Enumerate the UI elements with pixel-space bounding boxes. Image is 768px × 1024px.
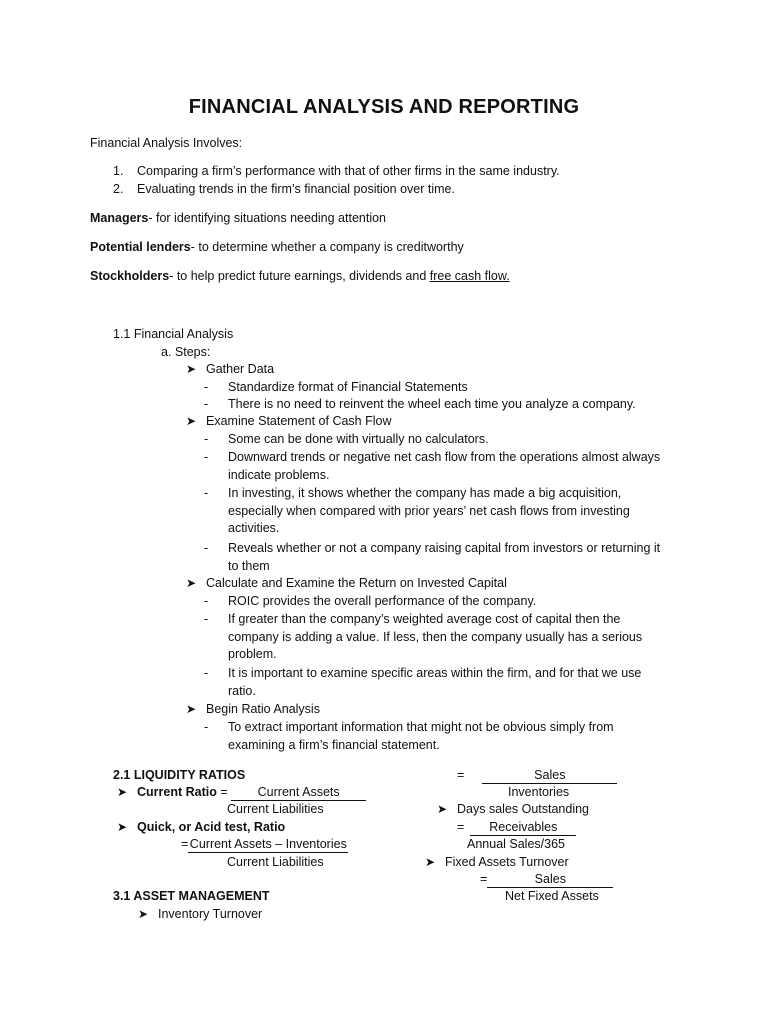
- section-subheading: a. Steps:: [161, 345, 211, 359]
- step-item: ➤ Begin Ratio Analysis: [186, 701, 320, 719]
- bullet-item: - Reveals whether or not a company raising capital from investors or returning it to them: [204, 541, 661, 573]
- page-title: FINANCIAL ANALYSIS AND REPORTING: [188, 96, 580, 118]
- bullet-item: - ROIC provides the overall performance of the company.: [204, 594, 537, 608]
- arrow-bullet-icon: ➤: [186, 414, 197, 428]
- section-heading: 1.1 Financial Analysis: [113, 327, 234, 341]
- step-item: ➤ Examine Statement of Cash Flow: [186, 413, 392, 431]
- stockholders-line: Stockholders- to help predict future earnings, dividends and free cash flow.: [90, 269, 510, 283]
- fixed-assets-turnover-denominator: Net Fixed Assets: [505, 889, 599, 903]
- arrow-bullet-icon: ➤: [186, 576, 197, 590]
- managers-line: Managers- for identifying situations needing attention: [90, 211, 387, 225]
- bullet-item: - There is no need to reinvent the wheel each time you analyze a company.: [204, 397, 636, 411]
- lenders-line: Potential lenders- to determine whether a company is creditworthy: [90, 240, 464, 254]
- dso-denominator: Annual Sales/365: [467, 837, 565, 851]
- intro-text: Financial Analysis Involves:: [90, 136, 243, 150]
- inventory-turnover-denominator: Inventories: [508, 785, 570, 799]
- arrow-bullet-icon: ➤: [117, 820, 128, 834]
- step-item: ➤ Gather Data: [186, 361, 274, 379]
- inventory-turnover-line: ➤ Inventory Turnover: [138, 906, 262, 924]
- quick-ratio-denominator: Current Liabilities: [227, 855, 324, 869]
- asset-management-heading: 3.1 ASSET MANAGEMENT: [113, 889, 270, 903]
- arrow-bullet-icon: ➤: [138, 907, 149, 921]
- dso-formula: = Receivables: [457, 819, 576, 837]
- arrow-bullet-icon: ➤: [437, 802, 448, 816]
- bullet-item: - If greater than the company’s weighted average cost of capital then the company is adding a value. If less, then the company usually has a serious problem.: [204, 612, 643, 661]
- arrow-bullet-icon: ➤: [186, 362, 197, 376]
- dso-line: ➤ Days sales Outstanding: [437, 801, 589, 819]
- bullet-item: - To extract important information that might not be obvious simply from examining a firm’s financial statement.: [204, 720, 614, 752]
- quick-ratio-line: ➤ Quick, or Acid test, Ratio: [117, 819, 285, 837]
- current-ratio-line: ➤ Current Ratio = Current Assets: [117, 784, 366, 802]
- bullet-item: - Some can be done with virtually no calculators.: [204, 432, 489, 446]
- arrow-bullet-icon: ➤: [117, 785, 128, 799]
- inventory-turnover-formula: = Sales: [457, 767, 617, 785]
- step-item: ➤ Calculate and Examine the Return on Invested Capital: [186, 575, 507, 593]
- bullet-item: - In investing, it shows whether the company has made a big acquisition, especially when compared with prior years’ net cash flows from investing activities.: [204, 486, 630, 535]
- list-item: 1. Comparing a firm’s performance with that of other firms in the same industry.: [113, 164, 560, 178]
- fixed-assets-turnover-line: ➤ Fixed Assets Turnover: [425, 854, 569, 872]
- liquidity-heading: 2.1 LIQUIDITY RATIOS: [113, 768, 246, 782]
- arrow-bullet-icon: ➤: [186, 702, 197, 716]
- bullet-item: - Standardize format of Financial Statements: [204, 380, 468, 394]
- current-ratio-denominator: Current Liabilities: [227, 802, 324, 816]
- free-cash-flow-link: free cash flow.: [429, 269, 510, 283]
- quick-ratio-numerator: =Current Assets – Inventories: [181, 837, 347, 851]
- arrow-bullet-icon: ➤: [425, 855, 436, 869]
- bullet-item: - Downward trends or negative net cash flow from the operations almost always indicate problems.: [204, 450, 661, 482]
- fixed-assets-turnover-formula: = Sales: [480, 871, 613, 889]
- list-item: 2. Evaluating trends in the firm’s financial position over time.: [113, 182, 455, 196]
- bullet-item: - It is important to examine specific areas within the firm, and for that we use ratio.: [204, 666, 642, 698]
